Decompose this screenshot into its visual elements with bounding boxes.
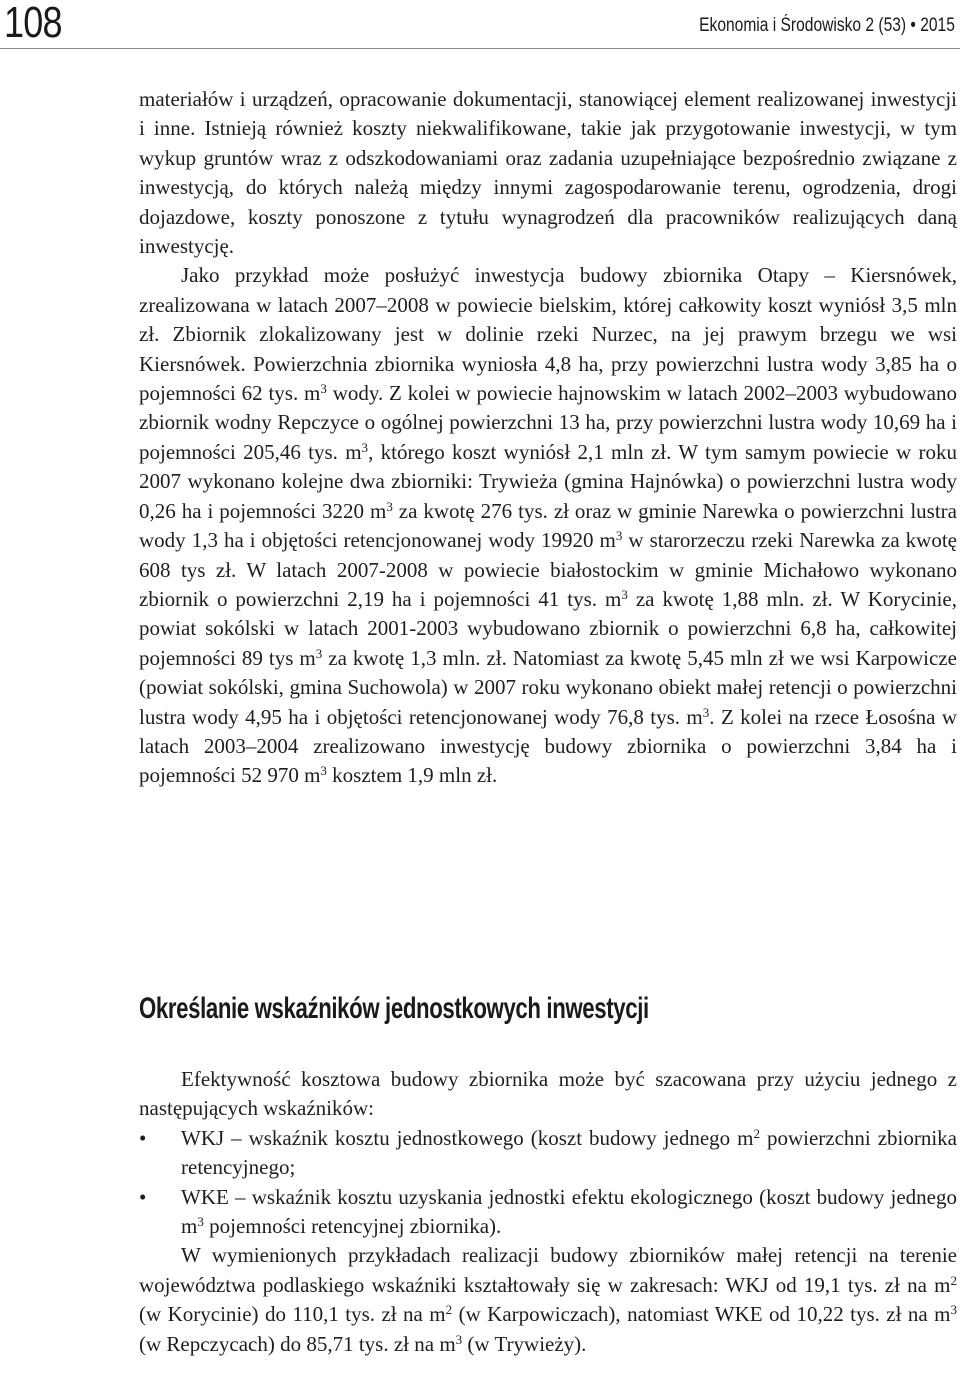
text-run: Jako przykład może posłużyć inwestycja budowy zbiornika Otapy – Kiersnówek, zrealizowana w latach 2007–2008 w powiecie bielskim, której całkowity koszt wyniósł 3,5 mln zł. Zbiornik zlokalizowany jest w dolinie rzeki Nurzec, na jej prawym brzegu we wsi Kiersnówek. Powierzchnia zbiornika wyniosła 4,8 ha, przy powierzchni lustra wody 3,85 ha o pojemności 62 tys. m — [139, 263, 957, 406]
text-run: wody. Z kolei w powiecie hajnowskim w latach 2002–2003 wybudowano zbiornik wodny Repczyce o ogólnej powierzchni 13 ha, przy powierzchni lustra wody 10,69 ha i pojemności 205,46 tys. m — [139, 381, 957, 464]
superscript: 3 — [621, 586, 628, 602]
intro-paragraph: Efektywność kosztowa budowy zbiornika może być szacowana przy użyciu jednego z następujących wskaźników: — [139, 1067, 957, 1121]
superscript: 2 — [445, 1302, 453, 1318]
list-item — [139, 1183, 957, 1242]
superscript: 3 — [386, 498, 393, 514]
list-item — [139, 1124, 957, 1183]
superscript: 3 — [197, 1213, 204, 1229]
text-run: (w Repczycach) do 85,71 tys. zł na m — [139, 1331, 456, 1356]
text-run: kosztem 1,9 mln zł. — [326, 763, 498, 788]
superscript: 3 — [455, 1331, 463, 1347]
text-run: pojemności retencyjnej zbiornika). — [203, 1214, 502, 1239]
body-section-1 — [139, 85, 957, 791]
text-run: W wymienionych przykładach realizacji budowy zbiorników małej retencji na terenie województwa podlaskiego wskaźniki kształtowały się w zakresach: WKJ od 19,1 tys. zł na m — [139, 1243, 957, 1297]
text-run: WKE – wskaźnik kosztu uzyskania jednostki efektu ekologicznego (koszt budowy jednego m — [181, 1184, 957, 1239]
indicator-list — [139, 1124, 957, 1242]
text-run: (w Korycinie) do 110,1 tys. zł na m — [139, 1302, 446, 1327]
bullet-icon: • — [139, 1184, 147, 1209]
bullet-icon: • — [139, 1125, 147, 1150]
text-run: WKJ – wskaźnik kosztu jednostkowego (koszt budowy jednego m — [181, 1125, 754, 1150]
text-run: (w Trywieży). — [462, 1331, 587, 1356]
text-run: (w Karpowiczach), natomiast WKE od 10,22 tys. zł na m — [452, 1302, 951, 1327]
superscript: 3 — [320, 763, 327, 779]
text-run: . Z kolei na rzece Łosośna w latach 2003–2004 zrealizowano inwestycję budowy zbiornika o powierzchni 3,84 ha i pojemności 52 970 m — [139, 704, 957, 788]
superscript: 2 — [753, 1125, 760, 1141]
body-section-2 — [139, 1065, 957, 1359]
superscript: 3 — [361, 439, 369, 455]
superscript: 2 — [950, 1272, 957, 1288]
page-header — [0, 0, 960, 48]
text-run: za kwotę 276 tys. zł oraz w gminie Narewka o powierzchni lustra wody 1,3 ha i objętości retencjonowanej wody 19920 m — [139, 498, 958, 553]
superscript: 3 — [615, 527, 623, 543]
section-heading: Określanie wskaźników jednostkowych inwestycji — [139, 992, 649, 1025]
text-run: w starorzeczu rzeki Narewka za kwotę 608 tys zł. W latach 2007-2008 w powiecie białostockim w gminie Michałowo wykonano zbiornik o powierzchni 2,19 ha i pojemności 41 tys. m — [139, 528, 958, 611]
text-run: za kwotę 1,88 mln. zł. W Korycinie, powiat sokólski w latach 2001-2003 wybudowano zbiornik o powierzchni 6,8 ha, całkowitej pojemności 89 tys m — [139, 586, 957, 670]
superscript: 3 — [950, 1302, 957, 1318]
text-run: powierzchni zbiornika retencyjnego; — [181, 1125, 958, 1180]
superscript: 3 — [702, 704, 710, 720]
paragraph-1: materiałów i urządzeń, opracowanie dokumentacji, stanowiącej element realizowanej inwestycji i inne. Istnieją również koszty niekwalifikowane, takie jak przygotowanie inwestycji, w tym wykup gruntów wraz z odszkodowaniami oraz zadania uzupełniające bezpośrednio związane z inwestycją, do których należą między innymi zagospodarowanie terenu, ogrodzenia, drogi dojazdowe, koszty ponoszone z tytułu wynagrodzeń dla pracowników realizujących daną inwestycję. — [139, 87, 957, 259]
paragraph-last — [139, 1241, 957, 1359]
page-number: 108 — [4, 0, 62, 47]
superscript: 3 — [320, 380, 327, 396]
header-rule — [0, 48, 960, 49]
superscript: 3 — [315, 645, 323, 661]
paragraph-2 — [139, 261, 957, 790]
text-run: , którego koszt wyniósł 2,1 mln zł. W tym samym powiecie w roku 2007 wykonano kolejne dwa zbiorniki: Trywieża (gmina Hajnówka) o powierzchni lustra wody 0,26 ha i pojemności 3220 m — [139, 439, 957, 523]
text-run: za kwotę 1,3 mln. zł. Natomiast za kwotę 5,45 mln zł we wsi Karpowicze (powiat sokólski, gmina Suchowola) w 2007 roku wykonano obiekt małej retencji o powierzchni lustra wody 4,95 ha i objętości retencjonowanej wody 76,8 tys. m — [139, 645, 957, 729]
running-head: Ekonomia i Środowisko 2 (53) • 2015 — [699, 15, 955, 36]
